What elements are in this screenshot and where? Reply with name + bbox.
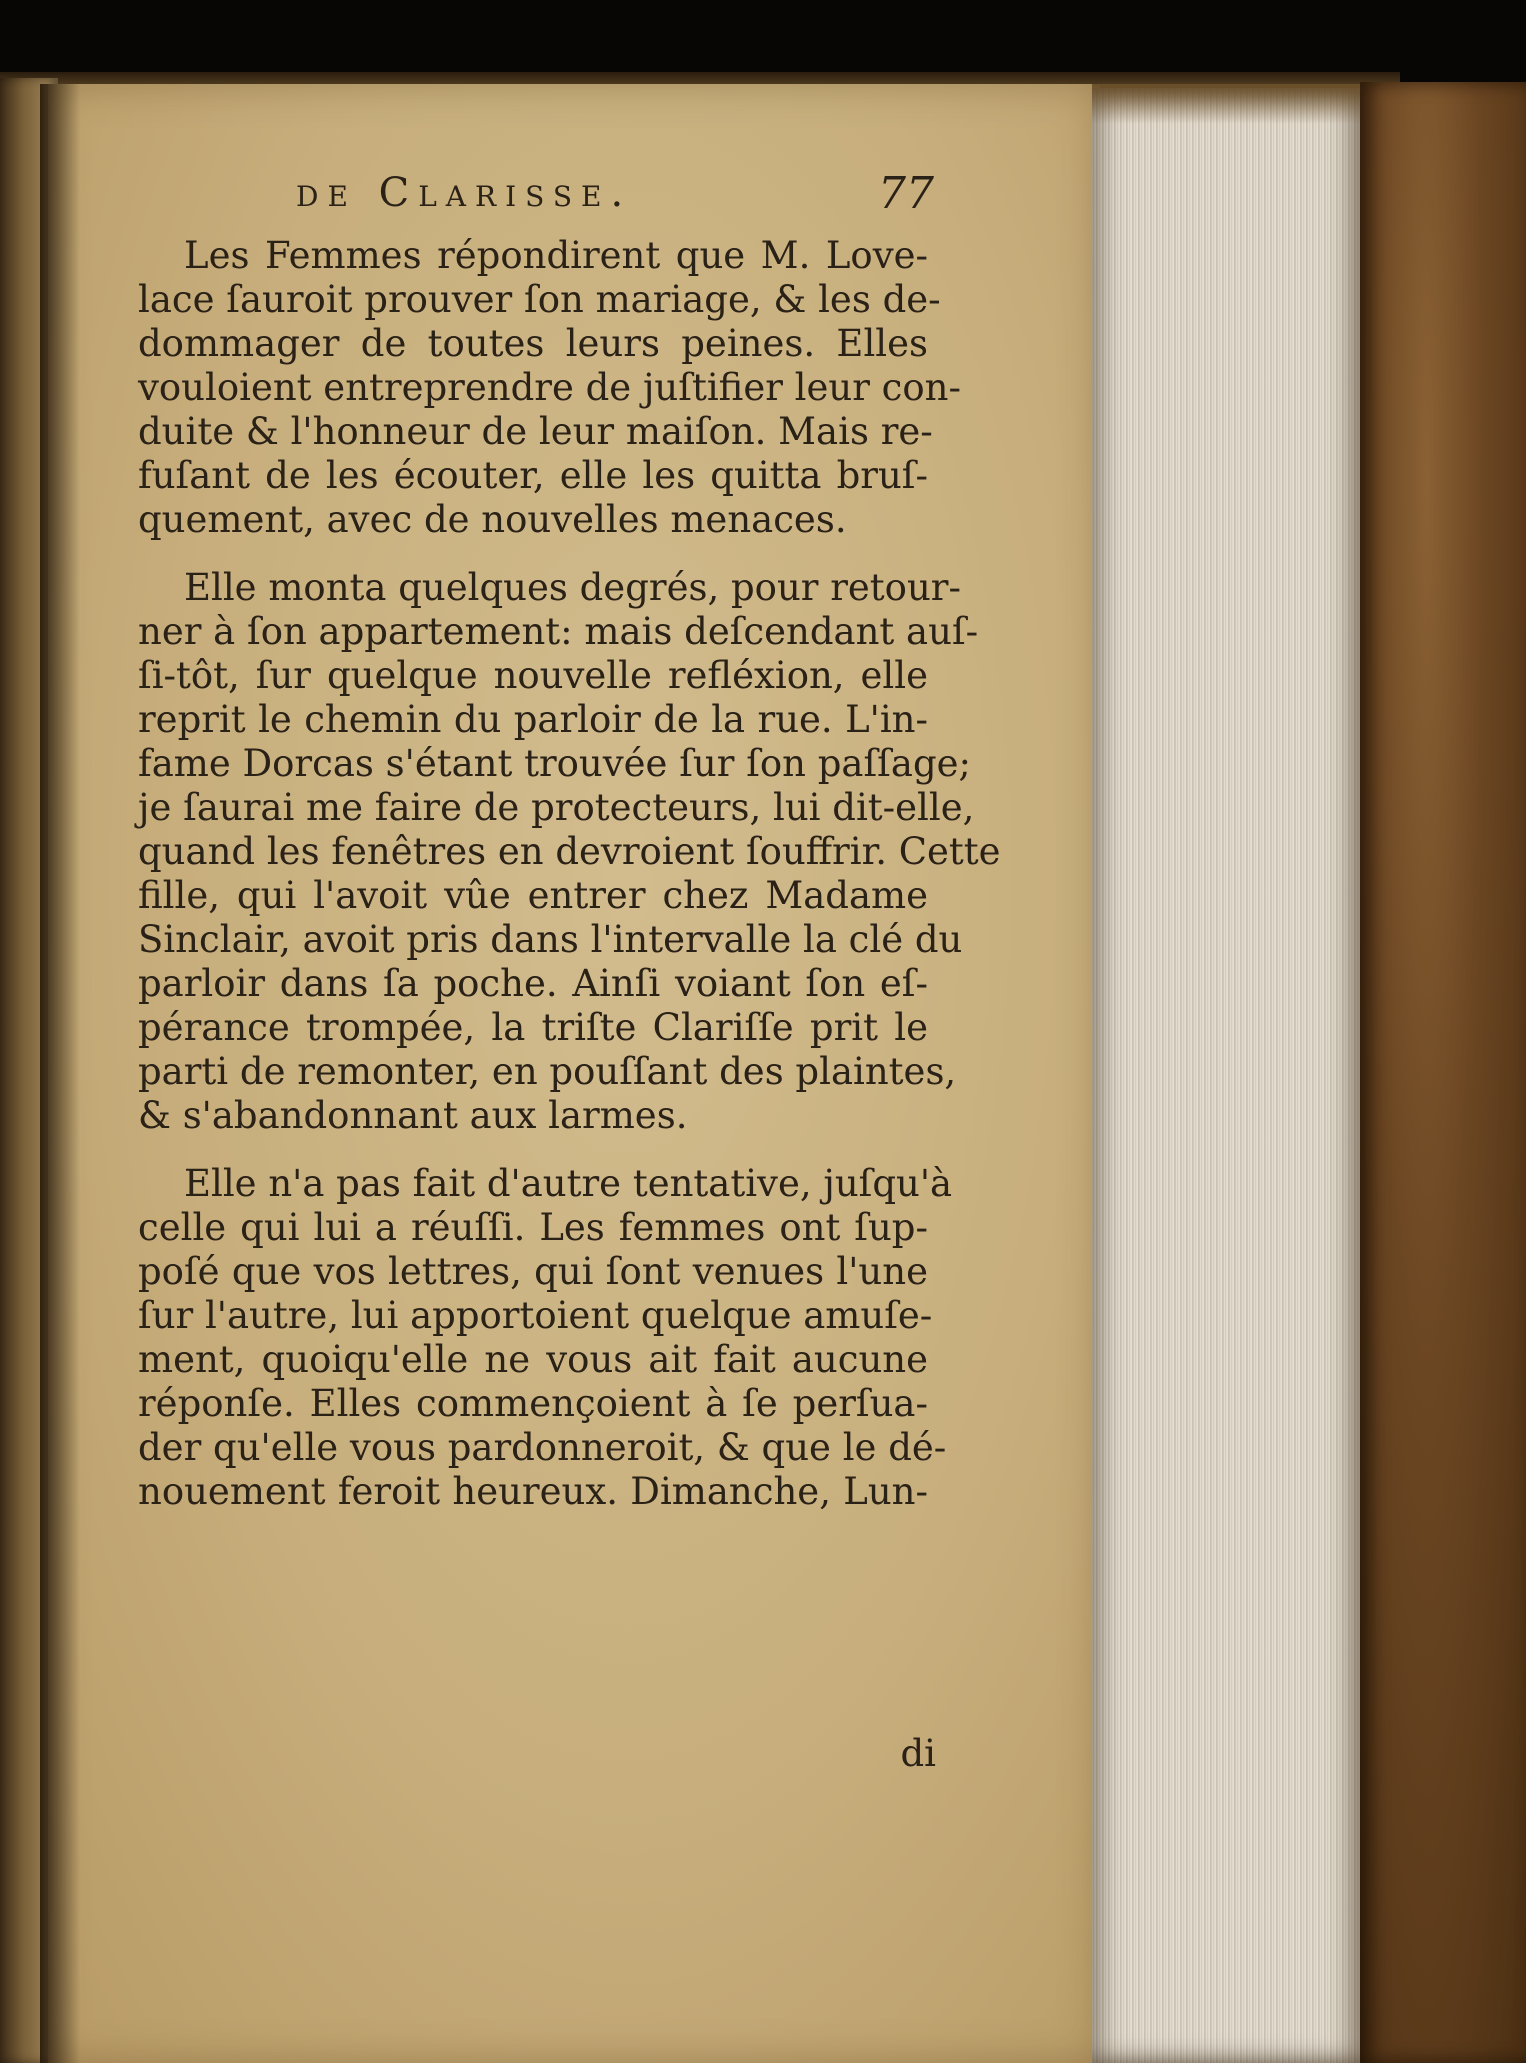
text-line: ment, quoiqu'elle ne vous ait fait aucune — [138, 1338, 928, 1381]
page-edges-shadow — [1092, 84, 1372, 124]
paragraph — [138, 1162, 953, 1514]
catchword: di — [900, 1732, 936, 1775]
text-line: reprit le chemin du parloir de la rue. L'in- — [138, 698, 928, 741]
text-line: réponſe. Elles commençoient à ſe perſua- — [138, 1382, 928, 1425]
text-line: ſi-tôt, ſur quelque nouvelle refléxion, elle — [138, 654, 928, 697]
page-edges — [1092, 88, 1372, 2063]
text-line: lace ſauroit prouver ſon mariage, & les de- — [138, 278, 941, 321]
text-line: je ſaurai me faire de protecteurs, lui dit-elle, — [138, 786, 975, 829]
text-line: der qu'elle vous pardonneroit, & que le dé- — [138, 1426, 947, 1469]
paragraph — [138, 234, 962, 542]
text-line: fille, qui l'avoit vûe entrer chez Madame — [138, 874, 928, 917]
text-line: quand les fenêtres en devroient ſouffrir. Cette — [138, 830, 1001, 873]
body-text — [138, 234, 1001, 1514]
text-line: fame Dorcas s'étant trouvée ſur ſon paſſage; — [138, 742, 971, 785]
text-line: dommager de toutes leurs peines. Elles — [138, 322, 928, 365]
text-line: Sinclair, avoit pris dans l'intervalle la clé du — [138, 918, 963, 961]
text-line: ſur l'autre, lui apportoient quelque amuſe- — [138, 1294, 933, 1337]
text-line: pérance trompée, la triſte Clariſſe prit le — [138, 1006, 928, 1049]
text-line: duite & l'honneur de leur maiſon. Mais re- — [138, 410, 933, 453]
text-line: Elle n'a pas fait d'autre tentative, juſqu'à — [184, 1162, 953, 1205]
text-line: vouloient entreprendre de juſtifier leur con- — [138, 366, 962, 409]
running-head — [138, 162, 934, 234]
running-title: de Clarisse. — [296, 170, 633, 216]
text-line: Elle monta quelques degrés, pour retour- — [184, 566, 961, 609]
text-line: quement, avec de nouvelles menaces. — [138, 498, 847, 541]
leather-cover — [1360, 82, 1526, 2063]
text-block — [138, 162, 1001, 1775]
text-line: ner à ſon appartement: mais deſcendant auſ- — [138, 610, 979, 653]
page-gutter-shadow — [40, 84, 80, 2063]
text-line: poſé que vos lettres, qui ſont venues l'une — [138, 1250, 928, 1293]
text-line: celle qui lui a réuſſi. Les femmes ont ſup- — [138, 1206, 928, 1249]
paragraph — [138, 566, 1001, 1138]
text-line: & s'abandonnant aux larmes. — [138, 1094, 688, 1137]
text-line: parti de remonter, en pouſſant des plaintes, — [138, 1050, 957, 1093]
page-number: 77 — [878, 168, 934, 219]
text-line: parloir dans ſa poche. Ainſi voiant ſon eſ- — [138, 962, 928, 1005]
text-line: Les Femmes répondirent que M. Love- — [184, 234, 928, 277]
text-line: fuſant de les écouter, elle les quitta bruſ- — [138, 454, 928, 497]
text-line: nouement feroit heureux. Dimanche, Lun- — [138, 1470, 928, 1513]
